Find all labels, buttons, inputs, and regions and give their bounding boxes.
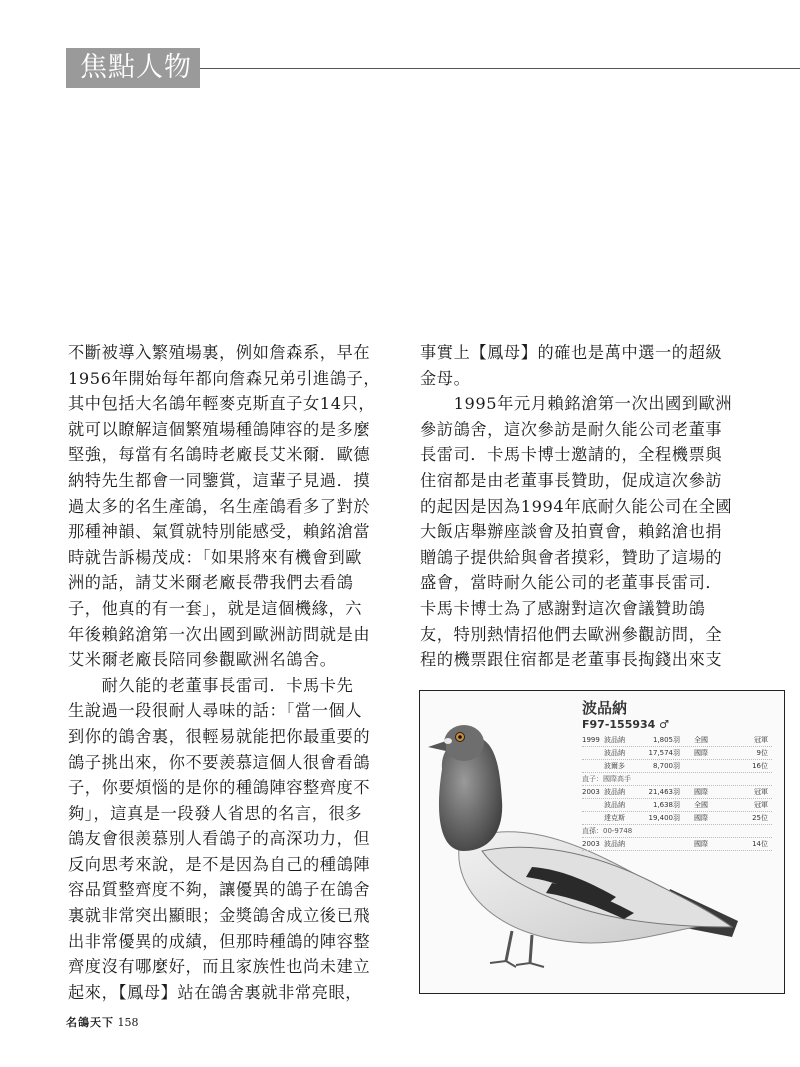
text-line: 大飯店舉辦座談會及拍賣會，賴銘滄也捐 (420, 522, 723, 542)
text-line: 出非常優異的成績，但那時種鴿的陣容整 (68, 931, 371, 951)
text-line: 生說過一段很耐人尋味的話：「當一個人 (68, 701, 363, 721)
text-line: 耐久能的老董事長雷司．卡馬卡先 (68, 675, 354, 695)
record-rank: 16位 (752, 762, 768, 770)
record-note: 直孫：00-9748 (582, 825, 772, 838)
pigeon-name: 波品納 (582, 699, 628, 717)
text-line: 子，你要煩惱的是你的種鴿陣容整齊度不 (68, 778, 371, 798)
text-line: 鴿友會很羨慕別人看鴿子的高深功力，但 (68, 829, 371, 849)
text-line: 齊度沒有哪麼好，而且家族性也尚未建立 (68, 957, 371, 977)
record-race: 波爾多 (604, 762, 625, 770)
text-line: 到你的鴿舍裏，很輕易就能把你最重要的 (68, 726, 371, 746)
record-race: 波品納 (604, 840, 625, 848)
record-race: 波品納 (604, 801, 625, 809)
header-rule (200, 68, 800, 69)
text-line: 洲的話，請艾米爾老廠長帶我們去看鴿 (68, 573, 354, 593)
text-line: 過太多的名生產鴿，名生產鴿看多了對於 (68, 496, 371, 516)
record-year: 1999 (582, 736, 600, 744)
record-level: 國際 (694, 788, 708, 796)
magazine-name: 名鴿天下 (66, 1016, 114, 1029)
text-line: 贈鴿子提供給與會者摸彩，贊助了這場的 (420, 547, 723, 567)
record-rank: 14位 (752, 840, 768, 848)
text-line: 時就告訴楊茂成：「如果將來有機會到歐 (68, 547, 363, 567)
record-race: 波品納 (604, 788, 625, 796)
record-birds: 17,574羽 (648, 749, 680, 757)
record-rank: 冠軍 (754, 736, 768, 744)
record-rank: 冠軍 (754, 788, 768, 796)
record-row (582, 786, 772, 799)
record-level: 國際 (694, 840, 708, 848)
text-line: 堅強，每當有名鴿時老廠長艾米爾．歐德 (68, 445, 371, 465)
record-race: 波品納 (604, 749, 625, 757)
pigeon-record (582, 699, 772, 851)
record-race: 波品納 (604, 736, 625, 744)
right-text-column (420, 340, 750, 673)
record-row (582, 838, 772, 851)
record-level: 全國 (694, 736, 708, 744)
record-birds: 1,805羽 (652, 736, 680, 744)
page-footer (66, 1015, 139, 1031)
text-line: 子，他真的有一套」，就是這個機緣，六 (68, 598, 363, 618)
record-level: 全國 (694, 801, 708, 809)
text-line: 長雷司．卡馬卡博士邀請的，全程機票與 (420, 445, 723, 465)
text-line: 程的機票跟住宿都是老董事長掏錢出來支 (420, 650, 723, 670)
record-birds: 1,638羽 (652, 801, 680, 809)
text-line: 艾米爾老廠長陪同參觀歐洲名鴿舍。 (68, 650, 337, 670)
record-birds: 21,463羽 (648, 788, 680, 796)
page-number: 158 (117, 1016, 139, 1029)
record-year: 2003 (582, 840, 600, 848)
text-line: 鴿子挑出來，你不要羨慕這個人很會看鴿 (68, 752, 371, 772)
left-text-column (68, 340, 388, 1005)
record-row (582, 747, 772, 760)
text-line: 就可以瞭解這個繁殖場種鴿陣容的是多麼 (68, 419, 371, 439)
record-rank: 9位 (756, 749, 768, 757)
pigeon-photo (419, 690, 785, 994)
text-line: 其中包括大名鴿年輕麥克斯直子女14只， (68, 394, 376, 414)
record-year: 2003 (582, 788, 600, 796)
record-row (582, 799, 772, 812)
record-birds: 8,700羽 (652, 762, 680, 770)
record-birds: 19,400羽 (648, 814, 680, 822)
record-row (582, 760, 772, 773)
text-line: 金母。 (420, 368, 471, 388)
record-note: 直子：國際高手 (582, 773, 772, 786)
text-line: 卡馬卡博士為了感謝對這次會議贊助鴿 (420, 598, 706, 618)
text-line: 住宿都是由老董事長贊助，促成這次參訪 (420, 470, 723, 490)
ring-number: F97-155934 ♂ (582, 718, 670, 731)
text-line: 納特先生都會一同鑒賞，這輩子見過．摸 (68, 470, 371, 490)
text-line: 那種神韻、氣質就特別能感受，賴銘滄當 (68, 522, 371, 542)
text-line: 裏就非常突出顯眼；金獎鴿舍成立後已飛 (68, 906, 371, 926)
record-rank: 冠軍 (754, 801, 768, 809)
text-line: 年後賴銘滄第一次出國到歐洲訪問就是由 (68, 624, 371, 644)
text-line: 參訪鴿舍，這次參訪是耐久能公司老董事 (420, 419, 723, 439)
text-line: 友，特別熱情招他們去歐洲參觀訪問，全 (420, 624, 723, 644)
text-line: 反向思考來說，是不是因為自己的種鴿陣 (68, 854, 371, 874)
text-line: 盛會，當時耐久能公司的老董事長雷司． (420, 573, 723, 593)
record-row (582, 812, 772, 825)
record-level: 國際 (694, 749, 708, 757)
record-race: 達克斯 (604, 814, 625, 822)
text-line: 不斷被導入繁殖場裏，例如詹森系，早在 (68, 343, 371, 362)
record-row (582, 734, 772, 747)
text-line: 1995年元月賴銘滄第一次出國到歐洲 (420, 394, 733, 414)
text-line: 容品質整齊度不夠，讓優異的鴿子在鴿舍 (68, 880, 371, 900)
text-line: 夠」，這真是一段發人省思的名言，很多 (68, 803, 363, 823)
text-line: 事實上【鳳母】的確也是萬中選一的超級 (420, 343, 723, 362)
text-line: 1956年開始每年都向詹森兄弟引進鴿子， (68, 368, 381, 388)
record-rank: 25位 (752, 814, 768, 822)
record-level: 國際 (694, 814, 708, 822)
text-line: 起來，【鳳母】站在鴿舍裏就非常亮眼， (68, 982, 363, 1002)
text-line: 的起因是因為1994年底耐久能公司在全國 (420, 496, 733, 516)
section-title: 焦點人物 (80, 52, 192, 83)
